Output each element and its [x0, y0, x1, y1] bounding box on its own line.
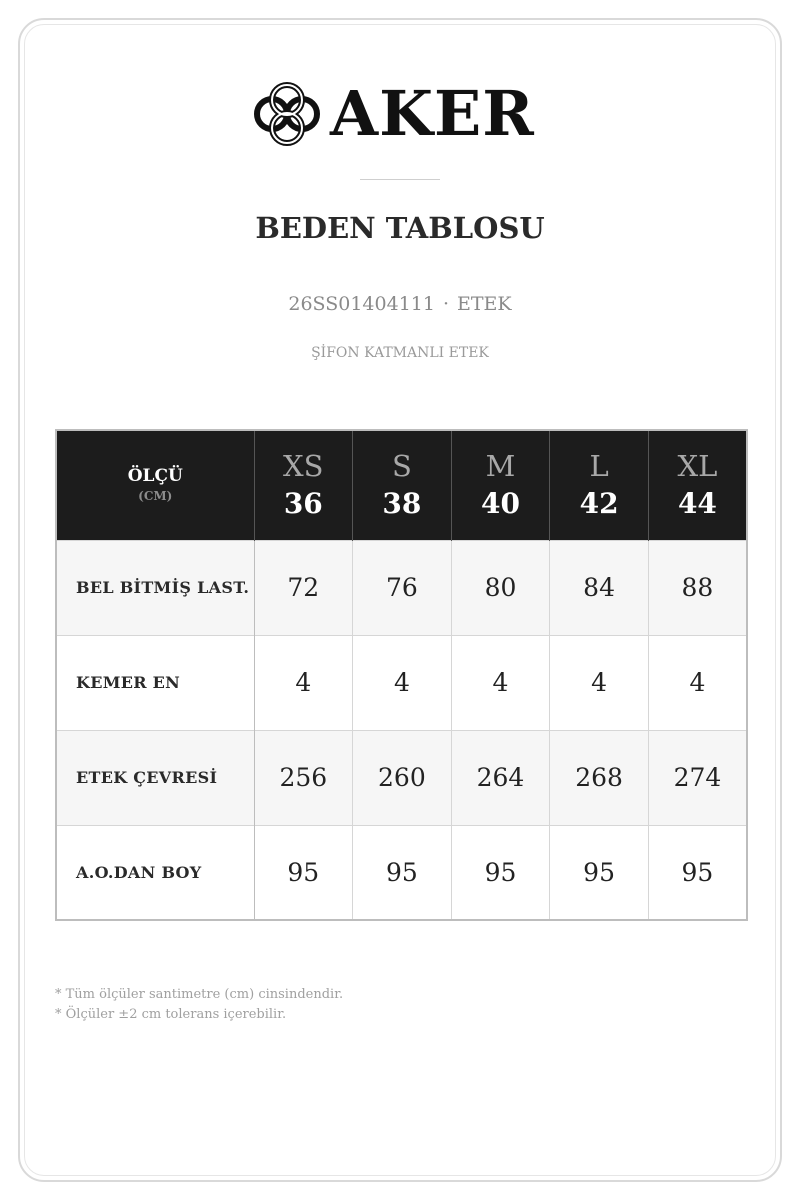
brand-logo: [252, 78, 552, 150]
table-cell: 84: [550, 540, 649, 635]
table-row: [56, 825, 747, 920]
product-name: ŞİFON KATMANLI ETEK: [311, 345, 489, 361]
footnote-units: * Tüm ölçüler santimetre (cm) cinsindendir.: [55, 987, 344, 1002]
title-divider: [360, 179, 440, 180]
table-cell: 264: [451, 730, 550, 825]
table-row: [56, 540, 747, 635]
size-number: 36: [283, 487, 323, 521]
header-size-l: [550, 430, 649, 540]
table-cell: 95: [648, 825, 747, 920]
table-cell: 76: [353, 540, 452, 635]
size-number: 38: [382, 487, 422, 521]
product-category: ETEK: [457, 293, 512, 315]
brand-name: AKER: [330, 77, 535, 150]
size-code: L: [589, 449, 609, 484]
knot-logo-icon: [252, 78, 322, 150]
header-size-s: [353, 430, 452, 540]
row-label: KEMER EN: [56, 635, 254, 730]
table-cell: 4: [648, 635, 747, 730]
table-cell: 88: [648, 540, 747, 635]
table-cell: 256: [254, 730, 353, 825]
table-cell: 4: [353, 635, 452, 730]
table-cell: 95: [254, 825, 353, 920]
size-code: XL: [677, 449, 718, 484]
header-size-m: [451, 430, 550, 540]
size-number: 44: [677, 487, 717, 521]
table-cell: 4: [550, 635, 649, 730]
row-label: A.O.DAN BOY: [56, 825, 254, 920]
size-code: M: [485, 449, 516, 484]
table-cell: 268: [550, 730, 649, 825]
table-cell: 274: [648, 730, 747, 825]
size-code: S: [391, 449, 412, 484]
header-size-xl: [648, 430, 747, 540]
product-code: 26SS01404111: [288, 293, 435, 315]
table-row: [56, 730, 747, 825]
header-measure-label: ÖLÇÜ: [127, 466, 183, 487]
table-cell: 260: [353, 730, 452, 825]
table-cell: 4: [254, 635, 353, 730]
product-separator: ·: [442, 293, 450, 315]
table-cell: 4: [451, 635, 550, 730]
table-cell: 95: [550, 825, 649, 920]
size-code: XS: [283, 449, 324, 484]
footnote-tolerance: * Ölçüler ±2 cm tolerans içerebilir.: [55, 1007, 287, 1022]
size-table: [55, 429, 748, 921]
table-cell: 95: [451, 825, 550, 920]
row-label: BEL BİTMİŞ LAST.: [56, 540, 254, 635]
footnotes: [55, 985, 745, 1025]
header-size-xs: [254, 430, 353, 540]
table-cell: 72: [254, 540, 353, 635]
header-unit-label: (CM): [138, 489, 173, 504]
table-cell: 95: [353, 825, 452, 920]
header-measure-cell: [56, 430, 254, 540]
size-number: 42: [579, 487, 619, 521]
page-title: BEDEN TABLOSU: [255, 211, 545, 245]
size-number: 40: [481, 487, 520, 521]
row-label: ETEK ÇEVRESİ: [56, 730, 254, 825]
table-header-row: [56, 430, 747, 540]
table-row: [56, 635, 747, 730]
product-code-line: [0, 292, 800, 316]
table-cell: 80: [451, 540, 550, 635]
